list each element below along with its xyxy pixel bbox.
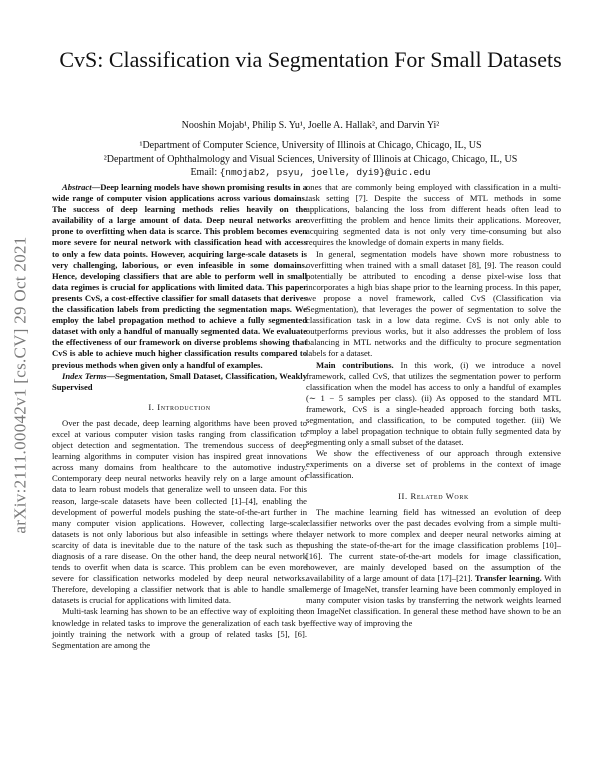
email-label: Email:: [190, 167, 218, 178]
index-terms: [52, 371, 307, 393]
paper-title: CvS: Classification via Segmentation For Small Datasets: [59, 47, 562, 72]
right-paragraph-2: In general, segmentation models have shown more robustness to overfitting when trained with a small dataset [8], [9]. The reason could potentially be attributed to encoding a dense pixel-wise loss that incorporates a high bias shape prior to the learning process. In this paper, we propose a novel framework, called CvS (Classification via Segmentation), that leverages the power of segmentation to solve the classification task in a low data regime. CvS is not only able to outperforms previous works, but it also addresses the problem of loss balancing in MTL networks and the difficulty to procure segmentation labels for a dataset.: [306, 248, 561, 359]
right-paragraph-1: ones that are commonly being employed with classification in a multi-task setting [7]. Despite the success of MTL methods in some applications, balancing the loss from different heads often lead to overfitting the problem and hence limits their applications. Moreover, acquiring segmented data is not only very time-consuming but also requires the knowledge of domain experts in many fields.: [306, 182, 561, 248]
arxiv-identifier: [10, 195, 32, 575]
affiliation-2: ²Department of Ophthalmology and Visual Sciences, University of Illinois at Chicago, Chicago, IL, US: [103, 154, 518, 165]
contributions-text: In this work, (i) we introduce a novel framework, called CvS, that utilizes the segmentation power to perform classification when the model has access to only a handful of examples (∼ 1 − 5 samples per class). (ii) As opposed to the standard MTL framework, CvS is a single-headed approach forcing both tasks, segmentation, and classification, to be computed together. (iii) We employ a label propagation technique to obtain fully segmented data by segmenting only a small subset of the dataset.: [306, 359, 561, 448]
affiliation-1: ¹Department of Computer Science, University of Illinois at Chicago, Chicago, IL, US: [139, 140, 482, 151]
section-heading-introduction: [52, 402, 307, 413]
related-text-2: With emerge of ImageNet, transfer learning have been commonly employed in many computer vision tasks by transferring the network weights learned on ImageNet classification. In general these method have shown to be an effective way of improving the: [306, 573, 561, 628]
abstract-label: Abstract: [62, 182, 92, 192]
intro-paragraph-1: Over the past decade, deep learning algorithms have been proved to excel at various computer vision tasks ranging from classification to object detection and segmentation. The tremendous success of deep learning algorithms in computer vision has inspired great innovations across many domains from healthcare to the automotive industry. Contemporary deep neural networks heavily rely on a large amount of data to learn robust models that generalize well to unseen data. For this reason, large-scale datasets have been collected [1]–[4], enabling the development of powerful models pushing the state-of-the-art further in many computer vision applications. However, collecting large-scale datasets is not only laborious but also infeasible in settings where the scarcity of data is inevitable due to the nature of the task such as the diagnosis of a rare disease. On the other hand, the deep neural network tends to overfit when data is scarce. This problem can be even more severe for classification networks modeled by deep neural networks. Therefore, developing a classifier network that is able to handle small datasets is crucial for applications with limited data.: [52, 417, 307, 606]
section-2-number: II.: [398, 490, 408, 501]
section-2-title: Related Work: [410, 490, 469, 501]
section-1-title: Introduction: [157, 401, 211, 412]
abstract: [52, 182, 307, 371]
index-terms-label: Index Terms: [62, 370, 107, 381]
related-paragraph: [306, 507, 561, 629]
right-column: [306, 182, 561, 629]
related-text-1: The machine learning field has witnessed an evolution of deep classifier networks over the past decades evolving from a simple multi-layer network to more complex and deeper neural networks aiming at pushing the state-of-the-art for the image classification problems [10]–[16]. The current state-of-the-art models for image classification, however, are mainly developed based on the assumption of the availability of a large amount of data [17]–[21].: [306, 506, 561, 584]
intro-paragraph-2: Multi-task learning has shown to be an effective way of exploiting the knowledge in related tasks to improve the generalization of each task by jointly training the network with a group of related tasks [5], [6]. Segmentation are among the: [52, 606, 307, 650]
abstract-text: —Deep learning models have shown promising results in a wide range of computer vision applications across various domains. The success of deep learning methods relies heavily on the availability of a large amount of data. Deep neural networks are prone to overfitting when data is scarce. This problem becomes even more severe for neural network with classification head with access to only a few data points. However, acquiring large-scale datasets is very challenging, laborious, or even infeasible in some domains. Hence, developing classifiers that are able to perform well in small data regimes is crucial for applications with limited data. This paper presents CvS, a cost-effective classifier for small datasets that derives the classification labels from predicting the segmentation maps. We employ the label propagation method to achieve a fully segmented dataset with only a handful of manually segmented data. We evaluate the effectiveness of our framework on diverse problems showing that CvS is able to achieve much higher classification results compared to previous methods when given only a handful of examples.: [52, 182, 307, 370]
section-1-number: I.: [148, 401, 155, 412]
email-line: [48, 167, 573, 178]
contributions-label: Main contributions.: [316, 359, 394, 370]
arxiv-identifier-text: arXiv:2111.00042v1 [cs.CV] 29 Oct 2021: [11, 236, 30, 534]
index-terms-text: —Segmentation, Small Dataset, Classification, Weakly Supervised: [52, 370, 307, 392]
left-column: [52, 182, 307, 651]
contributions-paragraph: [306, 360, 561, 449]
right-paragraph-4: We show the effectiveness of our approach through extensive experiments on a diverse set of problems in the context of image classification.: [306, 448, 561, 481]
section-heading-related-work: [306, 491, 561, 502]
transfer-learning-label: Transfer learning.: [472, 573, 542, 584]
email-addresses: {nmojab2, psyu, joelle, dyi9}@uic.edu: [219, 167, 431, 178]
author-list: Nooshin Mojab¹, Philip S. Yu¹, Joelle A. Hallak², and Darvin Yi²: [181, 120, 440, 131]
